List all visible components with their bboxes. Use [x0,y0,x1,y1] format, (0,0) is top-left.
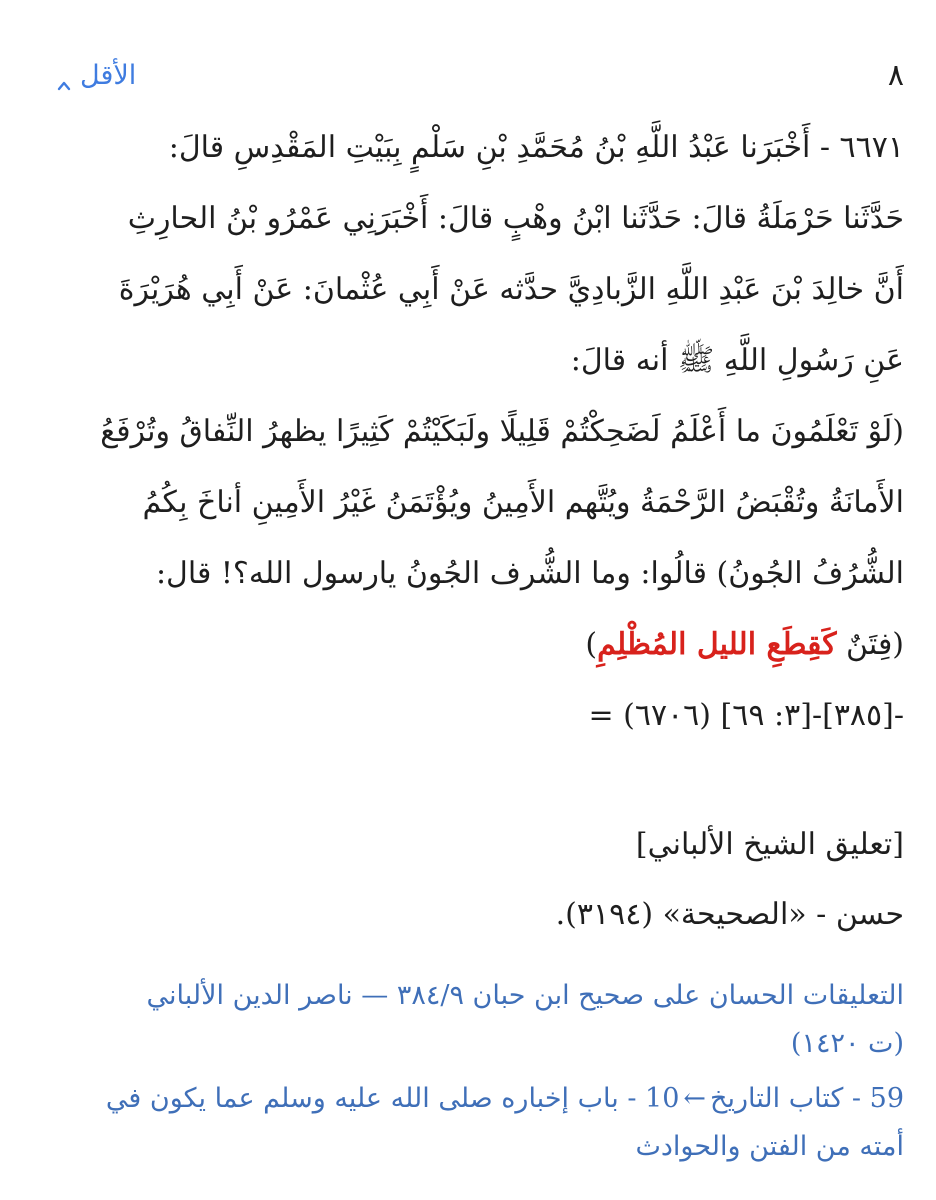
source-link[interactable] [32,972,904,1068]
hadith-line: حَدَّثَنا حَرْمَلَةُ قالَ: حَدَّثَنا ابْنُ وهْبٍ قالَ: أَخْبَرَنِي عَمْرُو بْنُ الحارِثِ [127,201,904,236]
chevron-up-icon [56,70,72,86]
hadith-line: ٦٦٧١ - أَخْبَرَنا عَبْدُ اللَّهِ بْنُ مُحَمَّدِ بْنِ سَلْمٍ بِبَيْتِ المَقْدِسِ قالَ: [168,130,904,165]
fitan-suffix: ) [585,627,598,662]
fitan-prefix: (فِتَنٌ [836,627,904,662]
hadith-line: أَنَّ خالِدَ بْنَ عَبْدِ اللَّهِ الزَّبادِيَّ حدَّثه عَنْ أَبِي عُثْمانَ: عَنْ أَبِي هُرَيْرَةَ [118,272,904,307]
commentary-title: [تعليق الشيخ الألباني] [635,827,904,862]
hadith-text [32,112,904,751]
source-line: التعليقات الحسان على صحيح ابن حبان ٣٨٤/٩ — ناصر الدين الألباني [146,980,904,1011]
chapter-line [32,1075,904,1123]
hadith-line-fitan [32,609,904,680]
highlighted-phrase: كَقِطَعِ الليل المُظْلِمِ [597,627,837,662]
hadith-line: الأَمانَةُ وتُقْبَضُ الرَّحْمَةُ ويُتَّهم الأَمِينُ ويُؤْتَمَنُ غَيْرُ الأَمِينِ أناخَ بِكُمُ [142,485,904,520]
source-line: (ت ١٤٢٠) [790,1028,904,1059]
arrow-left-icon: ← [683,1083,707,1114]
hadith-references: -[٣٨٥]-[٣: ٦٩] (٦٧٠٦) = [588,698,904,733]
chapter-line[interactable]: أمته من الفتن والحوادث [635,1131,904,1162]
hadith-line: عَنِ رَسُولِ اللَّهِ ﷺ أنه قالَ: [570,343,904,378]
hadith-index: ٨ [887,58,904,93]
book-link[interactable]: 59 - كتاب التاريخ [710,1083,904,1114]
bab-link[interactable]: 10 - باب إخباره صلى الله عليه وسلم عما يكون في [105,1083,680,1114]
show-less-label: الأقل [80,60,137,91]
hadith-header [32,56,904,104]
show-less-link[interactable] [56,60,136,91]
hadith-line: (لَوْ تَعْلَمُونَ ما أَعْلَمُ لَضَحِكْتُمْ قَلِيلًا ولَبَكَيْتُمْ كَثِيرًا يظهرُ النِّفاقُ وتُرْفَعُ [100,414,904,449]
hadith-line: الشُّرُفُ الجُونُ) قالُوا: وما الشُّرف الجُونُ يارسول الله؟! قال: [155,556,904,591]
commentary-grading: حسن - «الصحيحة» (٣١٩٤). [555,897,904,932]
chapter-breadcrumb[interactable] [32,1075,904,1171]
